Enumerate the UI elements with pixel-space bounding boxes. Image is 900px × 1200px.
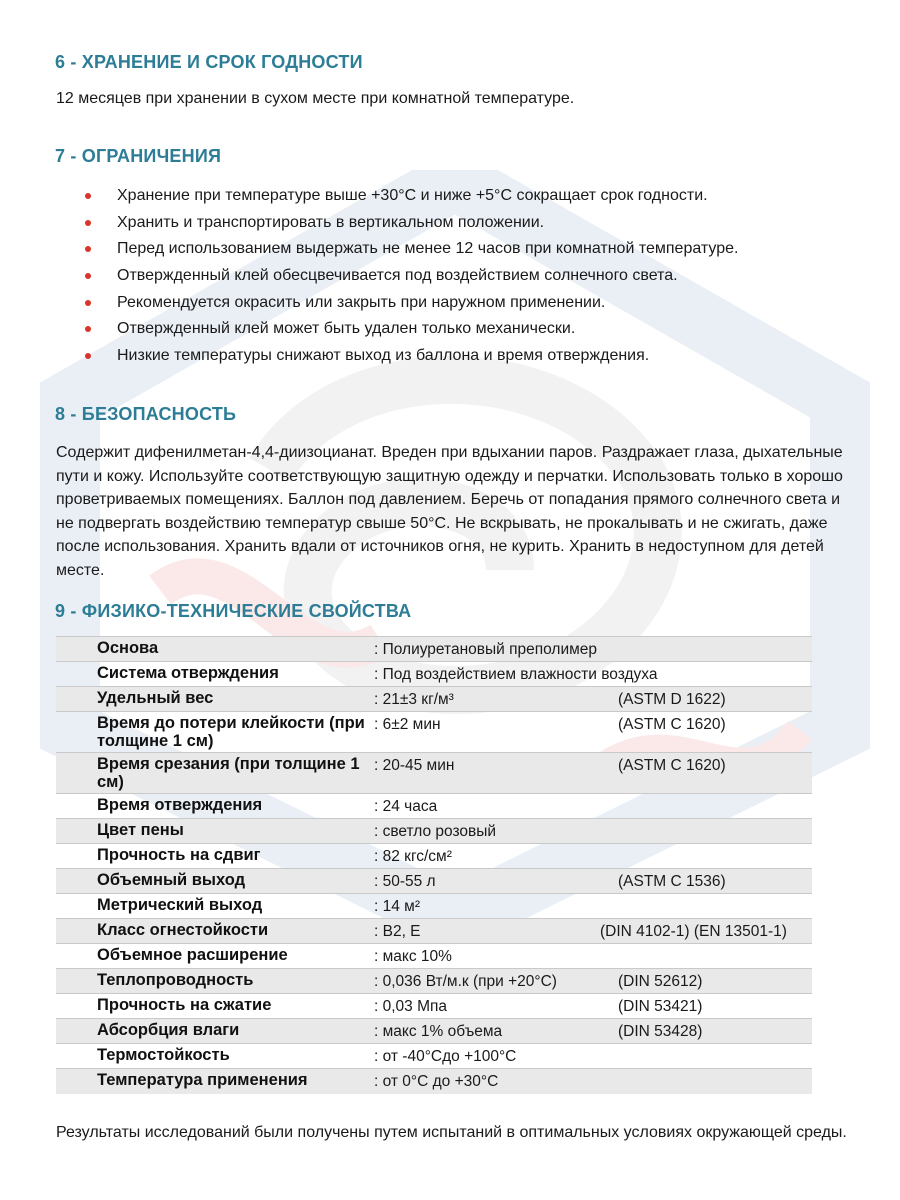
property-name: Система отверждения (97, 664, 279, 682)
table-row (56, 1018, 812, 1043)
bullet-icon (85, 300, 91, 306)
property-name: Объемный выход (97, 871, 246, 889)
table-row (56, 993, 812, 1018)
property-value: : 21±3 кг/м³ (374, 691, 454, 708)
property-value: : макс 1% объема (374, 1023, 503, 1040)
property-name: Прочность на сдвиг (97, 846, 261, 864)
property-value: : светло розовый (374, 823, 497, 840)
table-row (56, 636, 812, 661)
property-standard: (ASTM C 1536) (618, 873, 726, 890)
list-item: Хранение при температуре выше +30°C и ниже +5°C сокращает срок годности. (80, 183, 738, 210)
table-row (56, 818, 812, 843)
property-standard: (DIN 52612) (618, 973, 703, 990)
table-row (56, 968, 812, 993)
list-item: Низкие температуры снижают выход из баллона и время отверждения. (80, 343, 738, 370)
property-value: : 0,03 Мпа (374, 998, 448, 1015)
property-standard: (ASTM C 1620) (618, 716, 726, 733)
limitations-list (80, 183, 738, 370)
properties-note: Результаты исследований были получены путем испытаний в оптимальных условиях окружающей среды. (56, 1124, 847, 1141)
property-value: : от 0°C до +30°C (374, 1073, 499, 1090)
bullet-icon (85, 353, 91, 359)
property-standard: (ASTM D 1622) (618, 691, 726, 708)
section-limitations-title: 7 - ОГРАНИЧЕНИЯ (55, 146, 222, 166)
table-row (56, 711, 812, 752)
property-value: : 14 м² (374, 898, 420, 915)
table-row (56, 1068, 812, 1094)
table-row (56, 1043, 812, 1068)
bullet-icon (85, 193, 91, 199)
list-item: Отвержденный клей обесцвечивается под воздействием солнечного света. (80, 263, 738, 290)
property-value: : Под воздействием влажности воздуха (374, 666, 658, 683)
property-value: : 50-55 л (374, 873, 436, 890)
list-item: Отвержденный клей может быть удален только механически. (80, 316, 738, 343)
properties-table (56, 636, 812, 1094)
property-value: : 6±2 мин (374, 716, 441, 733)
property-value: : макс 10% (374, 948, 452, 965)
list-item: Хранить и транспортировать в вертикальном положении. (80, 210, 738, 237)
section-storage-title: 6 - ХРАНЕНИЕ И СРОК ГОДНОСТИ (55, 52, 363, 72)
property-name: Цвет пены (97, 821, 184, 839)
bullet-icon (85, 326, 91, 332)
section-safety-text: Содержит дифенилметан-4,4-диизоцианат. Вреден при вдыхании паров. Раздражает глаза, дыхательные пути и кожу. Используйте соответствующую защитную одежду и перчатки. Использовать только в хорошо проветриваемых помещениях. Баллон под давлением. Беречь от попадания прямого солнечного света и не подвергать воздействию температур свыше 50°C. Не вскрывать, не прокалывать и не сжигать, даже после использования. Хранить вдали от источников огня, не курить. Хранить в недоступном для детей месте. (56, 444, 843, 579)
property-name: Метрический выход (97, 896, 263, 914)
property-value: : 0,036 Вт/м.к (при +20°C) (374, 973, 557, 990)
table-row (56, 661, 812, 686)
property-name: Температура применения (97, 1071, 308, 1089)
property-standard: (DIN 4102-1) (EN 13501-1) (600, 923, 787, 940)
property-name: Термостойкость (97, 1046, 230, 1064)
bullet-icon (85, 246, 91, 252)
property-value: : 24 часа (374, 798, 438, 815)
property-value: : 20-45 мин (374, 757, 455, 774)
property-value: : от -40°Сдо +100°C (374, 1048, 517, 1065)
property-standard: (DIN 53428) (618, 1023, 703, 1040)
property-standard: (ASTM C 1620) (618, 757, 726, 774)
list-item: Перед использованием выдержать не менее 12 часов при комнатной температуре. (80, 236, 738, 263)
property-standard: (DIN 53421) (618, 998, 703, 1015)
section-storage-text: 12 месяцев при хранении в сухом месте при комнатной температуре. (56, 90, 575, 107)
property-name: Основа (97, 639, 159, 657)
table-row (56, 943, 812, 968)
table-row (56, 686, 812, 711)
table-row (56, 918, 812, 943)
section-properties-title: 9 - ФИЗИКО-ТЕХНИЧЕСКИЕ СВОЙСТВА (55, 601, 412, 621)
property-name: Теплопроводность (97, 971, 254, 989)
table-row (56, 793, 812, 818)
table-row (56, 752, 812, 793)
property-name: Время срезания (при толщине 1 см) (97, 755, 360, 791)
table-row (56, 893, 812, 918)
property-name: Абсорбция влаги (97, 1021, 240, 1039)
table-row (56, 843, 812, 868)
property-name: Объемное расширение (97, 946, 288, 964)
list-item: Рекомендуется окрасить или закрыть при наружном применении. (80, 290, 738, 317)
property-name: Время отверждения (97, 796, 263, 814)
bullet-icon (85, 273, 91, 279)
property-name: Время до потери клейкости (при толщине 1 см) (97, 714, 365, 750)
bullet-icon (85, 220, 91, 226)
section-safety-title: 8 - БЕЗОПАСНОСТЬ (55, 404, 237, 424)
property-value: : Полиуретановый преполимер (374, 641, 598, 658)
property-name: Удельный вес (97, 689, 214, 707)
table-row (56, 868, 812, 893)
property-name: Прочность на сжатие (97, 996, 272, 1014)
property-value: : 82 кгс/см² (374, 848, 452, 865)
property-name: Класс огнестойкости (97, 921, 269, 939)
property-value: : B2, E (374, 923, 421, 940)
